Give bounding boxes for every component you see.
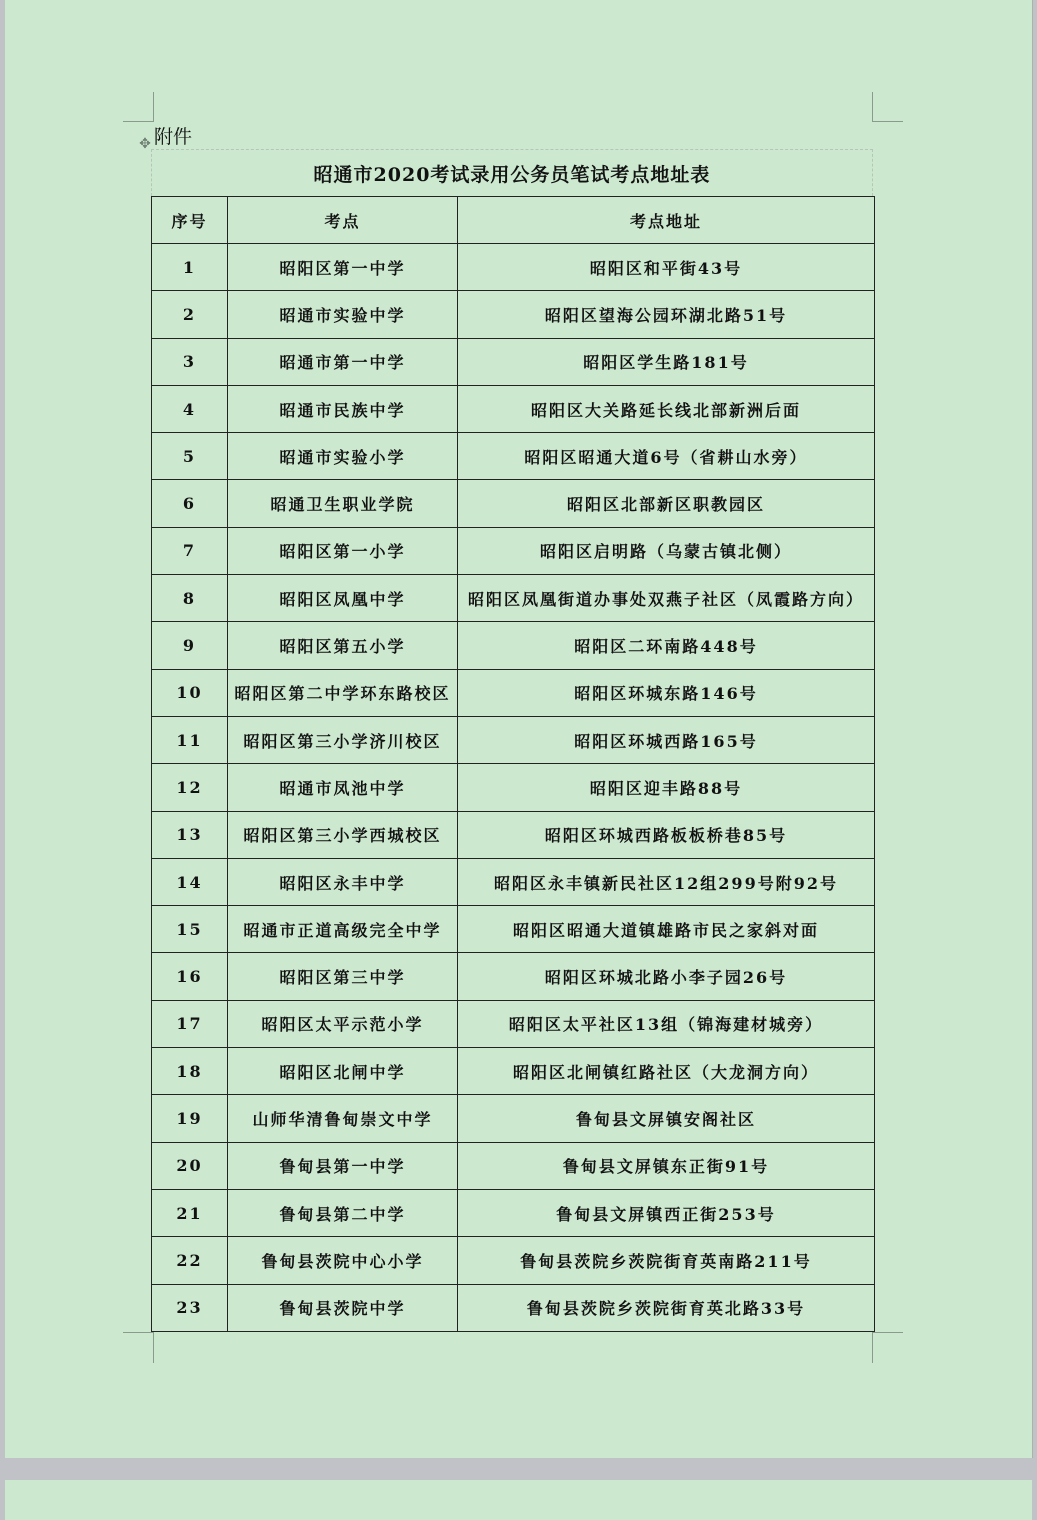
row-site: 昭通卫生职业学院 <box>228 480 458 527</box>
table-row <box>152 1237 875 1284</box>
row-site: 昭阳区第一中学 <box>228 244 458 291</box>
table-row <box>152 575 875 622</box>
row-index: 23 <box>152 1284 228 1331</box>
row-address: 鲁甸县文屏镇东正街91号 <box>458 1142 875 1189</box>
row-address: 昭阳区凤凰街道办事处双燕子社区（凤霞路方向） <box>458 575 875 622</box>
row-address: 鲁甸县茨院乡茨院街育英北路33号 <box>458 1284 875 1331</box>
row-index: 22 <box>152 1237 228 1284</box>
table-row <box>152 858 875 905</box>
table-row <box>152 1048 875 1095</box>
row-site: 昭阳区第一小学 <box>228 527 458 574</box>
row-site: 昭阳区第三小学济川校区 <box>228 716 458 763</box>
row-address: 昭阳区昭通大道6号（省耕山水旁） <box>458 433 875 480</box>
table-row <box>152 764 875 811</box>
table-row <box>152 953 875 1000</box>
margin-mark-bottom-right <box>872 1332 903 1363</box>
table-row <box>152 480 875 527</box>
row-address: 昭阳区环城西路165号 <box>458 716 875 763</box>
table-row <box>152 811 875 858</box>
row-index: 10 <box>152 669 228 716</box>
row-site: 昭通市实验中学 <box>228 291 458 338</box>
row-address: 昭阳区北部新区职教园区 <box>458 480 875 527</box>
row-address: 昭阳区大关路延长线北部新洲后面 <box>458 385 875 432</box>
row-index: 3 <box>152 338 228 385</box>
row-site: 昭阳区北闸中学 <box>228 1048 458 1095</box>
table-row <box>152 622 875 669</box>
row-address: 昭阳区环城北路小李子园26号 <box>458 953 875 1000</box>
row-address: 鲁甸县茨院乡茨院街育英南路211号 <box>458 1237 875 1284</box>
row-index: 4 <box>152 385 228 432</box>
table-row <box>152 527 875 574</box>
row-address: 昭阳区环城东路146号 <box>458 669 875 716</box>
next-page <box>5 1480 1032 1520</box>
row-index: 8 <box>152 575 228 622</box>
row-index: 21 <box>152 1189 228 1236</box>
exam-sites-table <box>151 196 875 1332</box>
row-index: 11 <box>152 716 228 763</box>
row-site: 鲁甸县茨院中学 <box>228 1284 458 1331</box>
row-address: 昭阳区迎丰路88号 <box>458 764 875 811</box>
row-address: 昭阳区昭通大道镇雄路市民之家斜对面 <box>458 906 875 953</box>
table-row <box>152 1142 875 1189</box>
row-address: 鲁甸县文屏镇安阁社区 <box>458 1095 875 1142</box>
row-index: 20 <box>152 1142 228 1189</box>
table-row <box>152 1189 875 1236</box>
row-address: 昭阳区启明路（乌蒙古镇北侧） <box>458 527 875 574</box>
move-handle-icon[interactable]: ✥ <box>139 136 151 152</box>
row-site: 昭阳区第二中学环东路校区 <box>228 669 458 716</box>
header-address: 考点地址 <box>458 197 875 244</box>
row-site: 昭阳区太平示范小学 <box>228 1000 458 1047</box>
row-address: 鲁甸县文屏镇西正街253号 <box>458 1189 875 1236</box>
row-site: 山师华清鲁甸崇文中学 <box>228 1095 458 1142</box>
row-address: 昭阳区北闸镇红路社区（大龙洞方向） <box>458 1048 875 1095</box>
table-row <box>152 385 875 432</box>
margin-mark-top-left <box>123 92 154 122</box>
row-site: 昭通市正道高级完全中学 <box>228 906 458 953</box>
table-row <box>152 433 875 480</box>
table-header-row <box>152 197 875 244</box>
row-site: 鲁甸县第一中学 <box>228 1142 458 1189</box>
row-address: 昭阳区环城西路板板桥巷85号 <box>458 811 875 858</box>
row-index: 6 <box>152 480 228 527</box>
table-row <box>152 1284 875 1331</box>
row-site: 昭通市实验小学 <box>228 433 458 480</box>
row-index: 5 <box>152 433 228 480</box>
row-index: 9 <box>152 622 228 669</box>
table-row <box>152 906 875 953</box>
table-row <box>152 338 875 385</box>
attachment-label: 附件 <box>154 126 193 148</box>
row-index: 14 <box>152 858 228 905</box>
row-address: 昭阳区二环南路448号 <box>458 622 875 669</box>
row-index: 7 <box>152 527 228 574</box>
row-address: 昭阳区学生路181号 <box>458 338 875 385</box>
row-address: 昭阳区和平街43号 <box>458 244 875 291</box>
row-site: 鲁甸县第二中学 <box>228 1189 458 1236</box>
row-address: 昭阳区太平社区13组（锦海建材城旁） <box>458 1000 875 1047</box>
row-address: 昭阳区望海公园环湖北路51号 <box>458 291 875 338</box>
table-row <box>152 669 875 716</box>
table-row <box>152 716 875 763</box>
row-index: 19 <box>152 1095 228 1142</box>
row-index: 18 <box>152 1048 228 1095</box>
row-site: 昭阳区第三中学 <box>228 953 458 1000</box>
row-site: 鲁甸县茨院中心小学 <box>228 1237 458 1284</box>
row-index: 16 <box>152 953 228 1000</box>
margin-mark-bottom-left <box>123 1332 154 1363</box>
table-row <box>152 1000 875 1047</box>
row-index: 13 <box>152 811 228 858</box>
document-title: 昭通市2020考试录用公务员笔试考点地址表 <box>313 164 711 186</box>
row-index: 15 <box>152 906 228 953</box>
row-site: 昭通市民族中学 <box>228 385 458 432</box>
header-site: 考点 <box>228 197 458 244</box>
header-index: 序号 <box>152 197 228 244</box>
row-address: 昭阳区永丰镇新民社区12组299号附92号 <box>458 858 875 905</box>
row-site: 昭阳区凤凰中学 <box>228 575 458 622</box>
table-row <box>152 291 875 338</box>
row-site: 昭阳区第五小学 <box>228 622 458 669</box>
row-index: 17 <box>152 1000 228 1047</box>
table-row <box>152 1095 875 1142</box>
row-site: 昭通市凤池中学 <box>228 764 458 811</box>
margin-mark-top-right <box>872 92 903 122</box>
row-index: 1 <box>152 244 228 291</box>
row-site: 昭阳区第三小学西城校区 <box>228 811 458 858</box>
row-index: 2 <box>152 291 228 338</box>
row-site: 昭通市第一中学 <box>228 338 458 385</box>
row-site: 昭阳区永丰中学 <box>228 858 458 905</box>
row-index: 12 <box>152 764 228 811</box>
table-row <box>152 244 875 291</box>
